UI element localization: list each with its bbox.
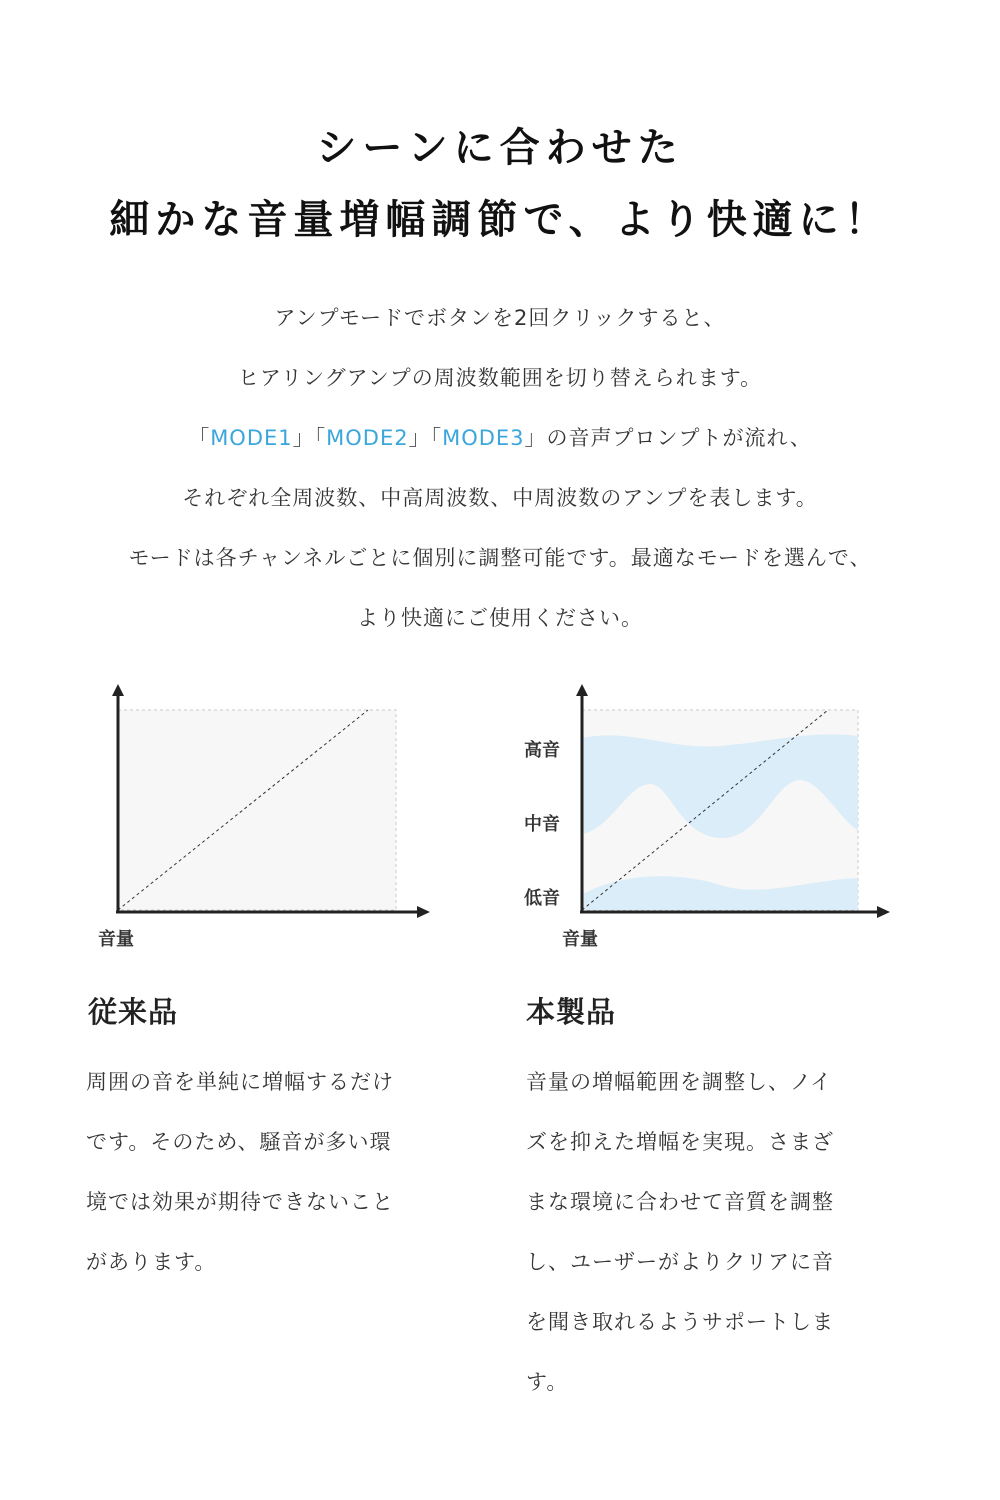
conventional-line-1: 周囲の音を単純に増幅するだけ: [86, 1070, 394, 1094]
quote-open-2: 「: [314, 426, 327, 450]
response-panel: [118, 710, 396, 910]
intro-line-6: より快適にご使用ください。: [357, 606, 643, 630]
band-label-low: 低音: [524, 888, 560, 909]
product-line-3: まな環境に合わせて音質を調整: [526, 1190, 834, 1214]
product-diagram: [510, 680, 900, 955]
product-line-1: 音量の増幅範囲を調整し、ノイ: [526, 1070, 833, 1094]
x-axis-arrow-icon: [877, 906, 890, 918]
y-axis-arrow-icon: [112, 684, 124, 696]
conventional-diagram: [90, 680, 440, 955]
conventional-line-4: があります。: [86, 1250, 217, 1274]
band-label-mid: 中音: [524, 814, 560, 835]
intro-paragraph: [0, 288, 1000, 648]
conventional-diagram-svg: [90, 680, 440, 955]
product-description: [526, 1052, 916, 1412]
quote-close-2: 」: [408, 426, 431, 450]
quote-open-3: 「: [430, 426, 443, 450]
mode1-label: MODE1: [210, 426, 293, 450]
x-axis-label: 音量: [562, 929, 598, 950]
heading-line-2: 細かな音量増幅調節で、より快適に！: [109, 197, 891, 243]
product-diagram-svg: [510, 680, 900, 955]
mode3-label: MODE3: [442, 426, 525, 450]
product-title: 本製品: [526, 995, 617, 1029]
intro-line-2: ヒアリングアンプの周波数範囲を切り替えられます。: [237, 366, 763, 390]
band-label-high: 高音: [524, 740, 560, 761]
y-axis-arrow-icon: [576, 684, 588, 696]
main-heading: [0, 112, 1000, 256]
intro-line-3: [0, 408, 1000, 468]
mode2-label: MODE2: [326, 426, 409, 450]
quote-close-3: 」: [524, 426, 547, 450]
conventional-line-3: 境では効果が期待できないこと: [86, 1190, 394, 1214]
conventional-line-2: です。そのため、騒音が多い環: [86, 1130, 392, 1154]
x-axis-label: 音量: [98, 929, 134, 950]
intro-line-4: それぞれ全周波数、中高周波数、中周波数のアンプを表します。: [182, 486, 818, 510]
product-line-6: す。: [526, 1370, 569, 1394]
product-line-4: し、ユーザーがよりクリアに音: [526, 1250, 834, 1274]
intro-line-5: モードは各チャンネルごとに個別に調整可能です。最適なモードを選んで、: [128, 546, 872, 570]
product-line-2: ズを抑えた増幅を実現。さまざ: [526, 1130, 834, 1154]
conventional-description: [86, 1052, 476, 1292]
conventional-title: 従来品: [88, 995, 179, 1029]
intro-line-1: アンプモードでボタンを2回クリックすると、: [274, 306, 726, 330]
intro-line-3-rest: の音声プロンプトが流れ、: [546, 426, 812, 450]
product-line-5: を聞き取れるようサポートしま: [526, 1310, 834, 1334]
x-axis-arrow-icon: [417, 906, 430, 918]
heading-line-1: シーンに合わせた: [316, 125, 684, 171]
quote-close-1: 」: [292, 426, 315, 450]
quote-open-1: 「: [188, 426, 211, 450]
